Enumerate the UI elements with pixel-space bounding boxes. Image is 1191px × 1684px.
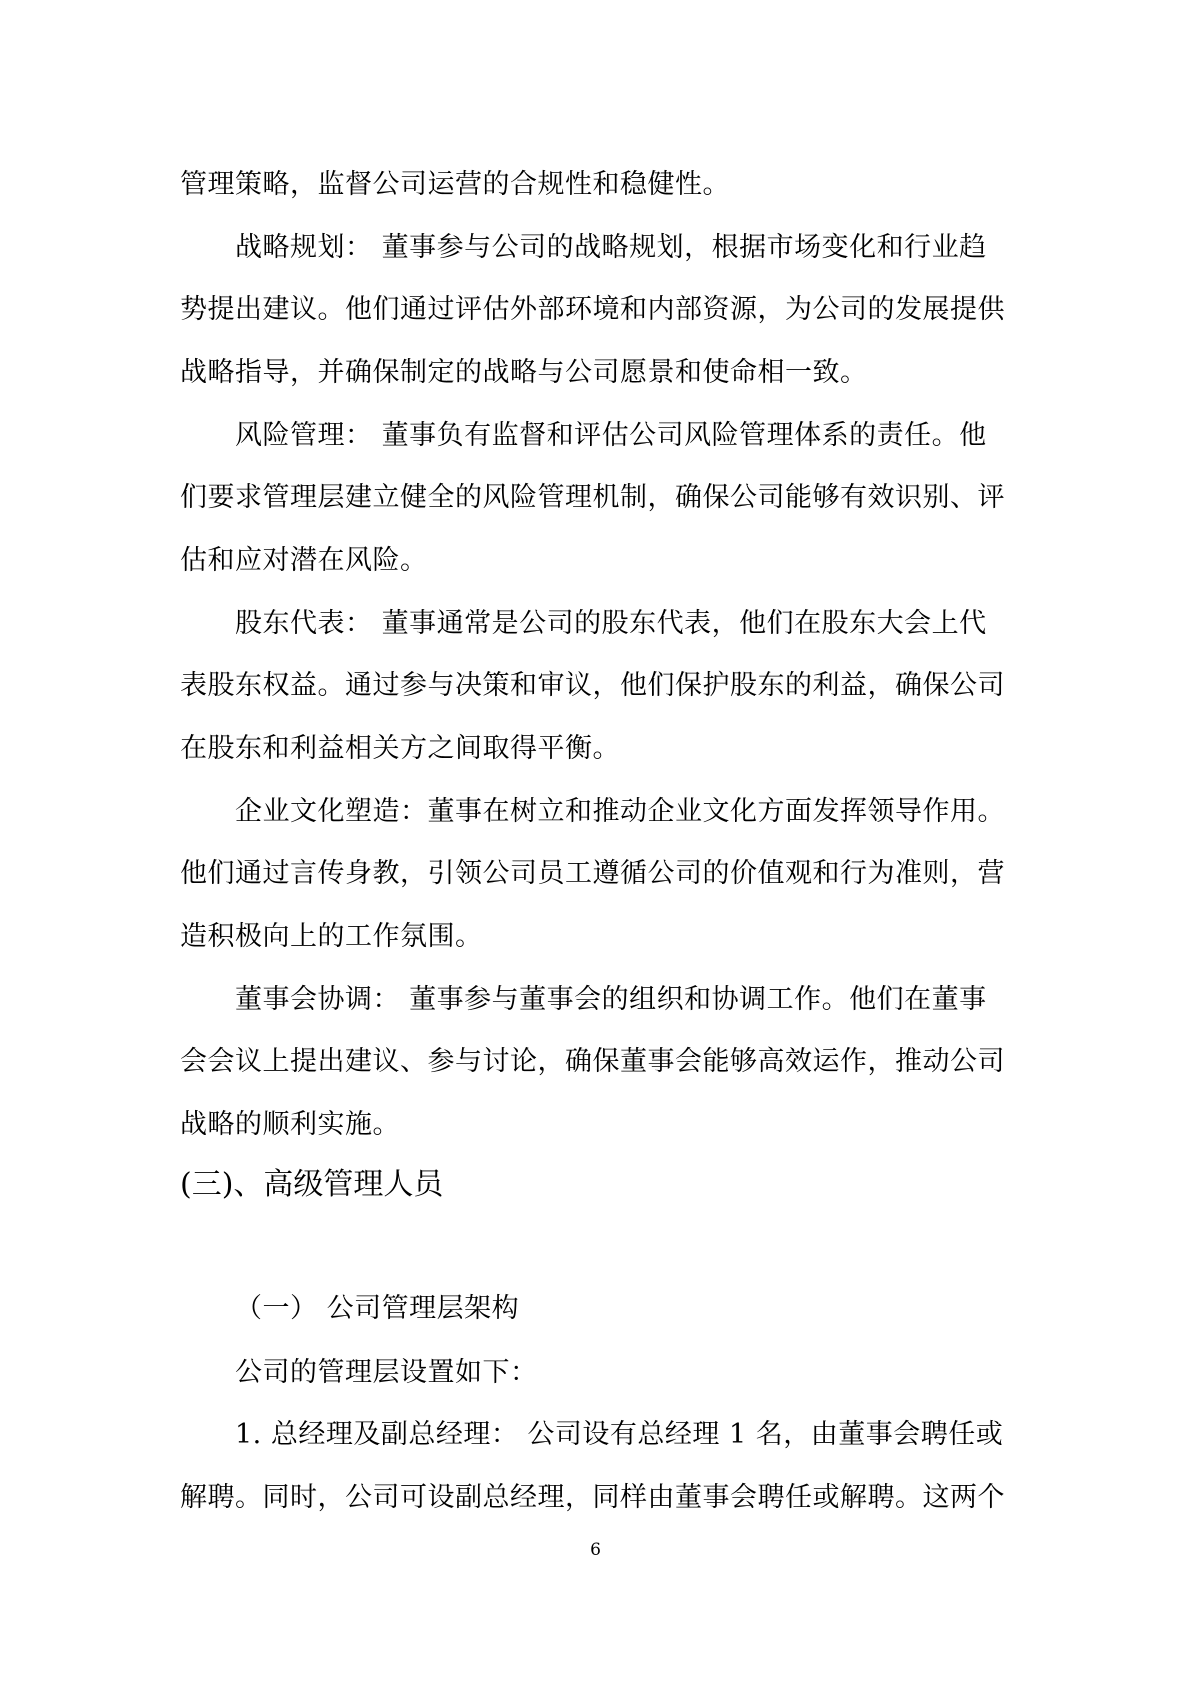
paragraph-line: 们要求管理层建立健全的风险管理机制，确保公司能够有效识别、评 (180, 482, 1005, 513)
section-heading: (三)、高级管理人员 (180, 1167, 444, 1202)
paragraph-line: 造积极向上的工作氛围。 (180, 921, 483, 952)
paragraph-line: 股东代表： 董事通常是公司的股东代表，他们在股东大会上代 (235, 608, 987, 639)
paragraph-line: 估和应对潜在风险。 (180, 545, 428, 576)
paragraph-line: 表股东权益。通过参与决策和审议，他们保护股东的利益，确保公司 (180, 670, 1005, 701)
paragraph-line: 风险管理： 董事负有监督和评估公司风险管理体系的责任。他 (235, 420, 987, 451)
paragraph-line: 会会议上提出建议、参与讨论，确保董事会能够高效运作，推动公司 (180, 1046, 1005, 1077)
paragraph-line: 管理策略，监督公司运营的合规性和稳健性。 (180, 169, 730, 200)
page-number: 6 (590, 1540, 601, 1560)
paragraph-line: 解聘。同时，公司可设副总经理，同样由董事会聘任或解聘。这两个 (180, 1482, 1005, 1513)
paragraph-line: 1. 总经理及副总经理： 公司设有总经理 1 名，由董事会聘任或 (235, 1419, 1004, 1450)
paragraph-line: 战略指导，并确保制定的战略与公司愿景和使命相一致。 (180, 357, 868, 388)
paragraph-line: 战略的顺利实施。 (180, 1109, 400, 1140)
paragraph-line: 势提出建议。他们通过评估外部环境和内部资源，为公司的发展提供 (180, 294, 1005, 325)
paragraph-line: 他们通过言传身教，引领公司员工遵循公司的价值观和行为准则，营 (180, 858, 1005, 889)
subsection-heading: （一） 公司管理层架构 (235, 1293, 520, 1324)
paragraph-line: 在股东和利益相关方之间取得平衡。 (180, 733, 620, 764)
paragraph-line: 战略规划： 董事参与公司的战略规划，根据市场变化和行业趋 (235, 232, 987, 263)
paragraph-line: 公司的管理层设置如下： (235, 1357, 538, 1388)
paragraph-line: 董事会协调： 董事参与董事会的组织和协调工作。他们在董事 (235, 984, 987, 1015)
paragraph-line: 企业文化塑造：董事在树立和推动企业文化方面发挥领导作用。 (235, 796, 1005, 827)
